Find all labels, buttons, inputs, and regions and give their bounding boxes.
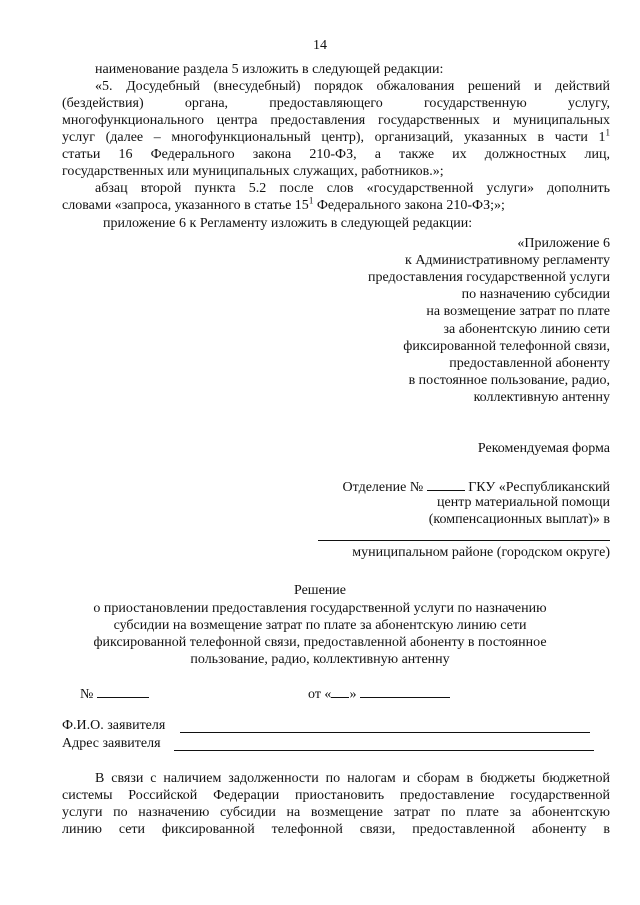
quote-line-5: статьи 16 Федерального закона 210-ФЗ, а также их должностных лиц, xyxy=(62,147,610,162)
page-number: 14 xyxy=(313,38,327,53)
appendix-line: предоставления государственной услуги xyxy=(368,270,610,285)
decision-title: Решение xyxy=(293,583,346,598)
body-line-3: услуги по назначению субсидии на возмещение затрат по плате за абонентскую xyxy=(62,805,610,820)
appendix-line: предоставленной абоненту xyxy=(449,356,610,371)
applicant-name-blank[interactable] xyxy=(180,732,590,733)
appendix-line: «Приложение 6 xyxy=(517,236,610,251)
department-number-field[interactable] xyxy=(427,478,465,491)
decision-subtitle-line: фиксированной телефонной связи, предоставленной абоненту в постоянное xyxy=(93,635,547,650)
appendix-line: фиксированной телефонной связи, xyxy=(403,339,610,354)
para2-superscript: 1 xyxy=(308,195,314,206)
quote-superscript: 1 xyxy=(605,127,610,138)
addressee-line-1: Отделение № ГКУ «Республиканский xyxy=(342,480,610,495)
date-field: от « » xyxy=(308,685,450,703)
para2-line-1: абзац второй пункта 5.2 после слов «государственной услуги» дополнить xyxy=(95,181,610,196)
body-line-1: В связи с наличием задолженности по налогам и сборам в бюджеты бюджетной xyxy=(95,771,610,786)
form-label: Рекомендуемая форма xyxy=(477,441,610,456)
applicant-name-label: Ф.И.О. заявителя xyxy=(62,718,166,733)
decision-subtitle-line: о приостановлении предоставления государственной услуги по назначению xyxy=(93,601,547,616)
applicant-address-label: Адрес заявителя xyxy=(62,736,161,751)
number-field: № xyxy=(80,685,149,703)
appendix-line: по назначению субсидии xyxy=(461,287,610,302)
decision-subtitle-line: пользование, радио, коллективную антенну xyxy=(190,652,450,667)
appendix-line: за абонентскую линию сети xyxy=(443,322,610,337)
applicant-address-blank[interactable] xyxy=(174,750,594,751)
date-month-blank[interactable] xyxy=(360,685,450,698)
appendix-line: к Административному регламенту xyxy=(405,253,610,268)
addressee-line-3: (компенсационных выплат)» в xyxy=(428,512,610,527)
number-blank[interactable] xyxy=(97,685,149,698)
appendix-line: в постоянное пользование, радио, xyxy=(408,373,610,388)
para2-line-2: словами «запроса, указанного в статье $15^1$ Федерального закона 210-ФЗ;»; xyxy=(62,195,505,213)
quote-line-3: многофункционального центра предоставления государственных и муниципальных xyxy=(62,113,610,128)
addressee-line-2: центр материальной помощи xyxy=(437,495,610,510)
quote-line-1: «5. Досудебный (внесудебный) порядок обжалования решений и действий xyxy=(95,79,610,94)
appendix-line: коллективную антенну xyxy=(473,390,610,405)
quote-line-6: государственных или муниципальных служащих, работников.»; xyxy=(62,164,444,179)
body-line-4: линию сети фиксированной телефонной связи, предоставленной абоненту в xyxy=(62,822,610,837)
date-day-blank[interactable] xyxy=(331,685,349,698)
addressee-line-4: муниципальном районе (городском округе) xyxy=(352,545,610,560)
decision-subtitle-line: субсидии на возмещение затрат по плате за абонентскую линию сети xyxy=(113,618,527,633)
quote-line-4: услуг (далее – многофункциональный центр), организаций, указанных в части $1^1$ xyxy=(62,127,610,145)
amendment-line-1: наименование раздела 5 изложить в следующей редакции: xyxy=(95,62,444,77)
quote-line-2: (бездействия) органа, предоставляющего государственную услугу, xyxy=(62,96,610,111)
appendix-line: на возмещение затрат по плате xyxy=(426,304,610,319)
district-blank-line[interactable] xyxy=(318,540,610,541)
para3-line: приложение 6 к Регламенту изложить в следующей редакции: xyxy=(103,216,473,231)
body-line-2: системы Российской Федерации приостановить предоставление государственной xyxy=(62,788,610,803)
